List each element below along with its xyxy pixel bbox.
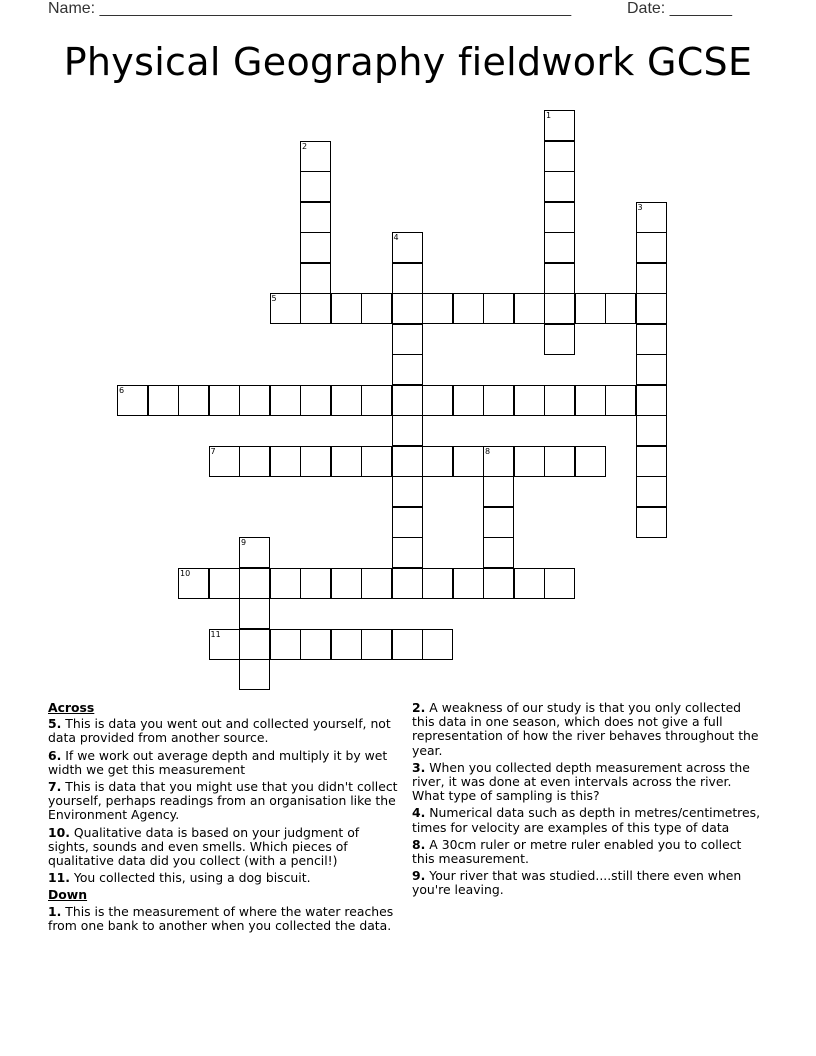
clue-number: 2 <box>302 141 308 151</box>
clue-number: 8 <box>485 446 491 456</box>
crossword-cell[interactable] <box>483 293 514 324</box>
down-heading: Down <box>48 887 88 903</box>
crossword-cell[interactable] <box>178 568 209 599</box>
crossword-cell[interactable] <box>361 568 392 599</box>
crossword-cell[interactable] <box>544 385 575 416</box>
clue-number: 4 <box>393 233 399 242</box>
clue-number: 3 <box>637 202 643 212</box>
crossword-cell[interactable] <box>148 385 179 416</box>
crossword-cell[interactable] <box>422 293 453 324</box>
crossword-cell[interactable] <box>392 415 423 446</box>
crossword-cell[interactable] <box>392 476 423 507</box>
crossword-cell[interactable] <box>636 385 667 416</box>
clues-left-column <box>48 701 398 936</box>
crossword-cell[interactable] <box>514 385 545 416</box>
crossword-cell[interactable] <box>483 476 514 507</box>
clue-number-label: 5. <box>48 716 62 732</box>
crossword-cell[interactable] <box>392 354 423 385</box>
crossword-cell[interactable] <box>544 110 575 141</box>
clue-item <box>48 871 398 885</box>
crossword-cell[interactable] <box>636 263 667 294</box>
across-heading: Across <box>48 700 95 715</box>
crossword-cell[interactable] <box>483 568 514 599</box>
clue-number: 5 <box>271 294 277 303</box>
clue-item <box>412 761 762 804</box>
clue-number: 9 <box>241 538 247 547</box>
crossword-cell[interactable] <box>300 385 331 416</box>
crossword-cell[interactable] <box>392 293 423 324</box>
crossword-cell[interactable] <box>544 263 575 294</box>
crossword-cell[interactable] <box>209 385 240 416</box>
crossword-cell[interactable] <box>300 232 331 263</box>
clue-text: Your river that was studied....still there even when you're leaving. <box>412 868 742 898</box>
crossword-cell[interactable] <box>544 446 575 477</box>
crossword-cell[interactable] <box>422 629 453 660</box>
crossword-cell[interactable] <box>392 232 423 263</box>
crossword-cell[interactable] <box>331 568 362 599</box>
crossword-cell[interactable] <box>392 507 423 538</box>
clue-item <box>48 749 398 777</box>
clue-number: 10 <box>180 568 191 578</box>
clue-text: A 30cm ruler or metre ruler enabled you to collect this measurement. <box>412 836 742 867</box>
clue-item <box>412 838 762 866</box>
clue-number-label: 1. <box>48 903 62 919</box>
crossword-cell[interactable] <box>239 598 270 629</box>
crossword-cell[interactable] <box>209 568 240 599</box>
clue-text: When you collected depth measurement across the river, it was done at even intervals across the river. What type of sampling is this? <box>412 759 750 804</box>
crossword-cell[interactable] <box>544 202 575 233</box>
crossword-cell[interactable] <box>361 446 392 477</box>
crossword-cell[interactable] <box>300 629 331 660</box>
crossword-cell[interactable] <box>392 324 423 355</box>
crossword-cell[interactable] <box>392 385 423 416</box>
crossword-cell[interactable] <box>300 263 331 294</box>
crossword-cell[interactable] <box>178 385 209 416</box>
clue-text: Qualitative data is based on your judgment of sights, sounds and even smells. Which pieces of qualitative data did you collect (with a pencil!) <box>48 824 360 869</box>
crossword-cell[interactable] <box>453 446 484 477</box>
crossword-cell[interactable] <box>483 385 514 416</box>
clue-text: This is the measurement of where the water reaches from one bank to another when you collected the data. <box>48 903 394 933</box>
crossword-cell[interactable] <box>117 385 148 416</box>
crossword-cell[interactable] <box>392 537 423 568</box>
crossword-cell[interactable] <box>239 446 270 477</box>
crossword-cell[interactable] <box>239 659 270 690</box>
clue-number-label: 2. <box>412 700 426 715</box>
crossword-cell[interactable] <box>239 537 270 568</box>
crossword-cell[interactable] <box>575 385 606 416</box>
crossword-cell[interactable] <box>270 446 301 477</box>
clue-number-label: 10. <box>48 824 70 840</box>
clue-item <box>48 826 398 869</box>
clue-number-label: 6. <box>48 747 62 763</box>
clue-text: This is data you went out and collected yourself, not data provided from another source. <box>48 716 391 746</box>
crossword-cell[interactable] <box>361 293 392 324</box>
clue-item <box>48 780 398 823</box>
crossword-cell[interactable] <box>209 446 240 477</box>
crossword-cell[interactable] <box>544 568 575 599</box>
crossword-cell[interactable] <box>636 232 667 263</box>
crossword-cell[interactable] <box>514 568 545 599</box>
crossword-cell[interactable] <box>453 293 484 324</box>
crossword-cell[interactable] <box>575 446 606 477</box>
crossword-cell[interactable] <box>636 446 667 477</box>
clue-text: Numerical data such as depth in metres/centimetres, times for velocity are examples of this type of data <box>412 805 761 835</box>
clue-number: 11 <box>210 629 221 639</box>
crossword-cell[interactable] <box>483 446 514 477</box>
crossword-cell[interactable] <box>636 293 667 324</box>
crossword-cell[interactable] <box>605 385 636 416</box>
clue-number: 6 <box>119 385 125 395</box>
crossword-cell[interactable] <box>331 385 362 416</box>
name-field-label: Name: _____________________________________________________ <box>48 0 572 17</box>
crossword-cell[interactable] <box>300 202 331 233</box>
crossword-cell[interactable] <box>636 354 667 385</box>
crossword-cell[interactable] <box>514 293 545 324</box>
crossword-cell[interactable] <box>331 446 362 477</box>
clue-number-label: 4. <box>412 805 426 821</box>
crossword-cell[interactable] <box>636 507 667 538</box>
page-title: Physical Geography fieldwork GCSE <box>63 40 753 84</box>
date-field-label: Date: _______ <box>627 0 732 17</box>
crossword-cell[interactable] <box>239 568 270 599</box>
crossword-cell[interactable] <box>453 568 484 599</box>
crossword-cell[interactable] <box>514 446 545 477</box>
crossword-cell[interactable] <box>636 415 667 446</box>
clue-number-label: 7. <box>48 779 62 795</box>
across-clue-list <box>48 717 398 885</box>
clue-item <box>48 717 398 745</box>
crossword-cell[interactable] <box>270 629 301 660</box>
crossword-cell[interactable] <box>483 537 514 568</box>
crossword-cell[interactable] <box>300 568 331 599</box>
clue-item <box>412 701 762 758</box>
clue-number-label: 11. <box>48 870 70 886</box>
crossword-cell[interactable] <box>300 171 331 202</box>
crossword-cell[interactable] <box>392 263 423 294</box>
clue-number-label: 3. <box>412 759 426 775</box>
crossword-cell[interactable] <box>300 293 331 324</box>
crossword-cell[interactable] <box>422 385 453 416</box>
crossword-cell[interactable] <box>636 202 667 233</box>
crossword-cell[interactable] <box>575 293 606 324</box>
crossword-cell[interactable] <box>300 446 331 477</box>
crossword-cell[interactable] <box>453 385 484 416</box>
crossword-cell[interactable] <box>544 141 575 172</box>
clue-number-label: 8. <box>412 836 426 852</box>
crossword-cell[interactable] <box>239 629 270 660</box>
crossword-cell[interactable] <box>422 446 453 477</box>
clue-number-label: 9. <box>412 868 426 884</box>
crossword-cell[interactable] <box>636 324 667 355</box>
clue-text: This is data that you might use that you didn't collect yourself, perhaps readings from an organisation like the Environment Agency. <box>48 779 398 823</box>
clues-right-column <box>412 701 762 901</box>
crossword-cell[interactable] <box>331 293 362 324</box>
crossword-cell[interactable] <box>483 507 514 538</box>
clue-item <box>412 806 762 834</box>
crossword-cell[interactable] <box>605 293 636 324</box>
clue-text: A weakness of our study is that you only collected this data in one season, which does not give a full representation of how the river behaves throughout the year. <box>412 700 759 758</box>
crossword-cell[interactable] <box>270 293 301 324</box>
crossword-cell[interactable] <box>392 446 423 477</box>
clue-item <box>412 869 762 897</box>
crossword-cell[interactable] <box>361 629 392 660</box>
clue-text: You collected this, using a dog biscuit. <box>69 870 311 886</box>
down-clue-list <box>48 905 398 933</box>
crossword-cell[interactable] <box>544 232 575 263</box>
crossword-cell[interactable] <box>636 476 667 507</box>
crossword-cell[interactable] <box>239 385 270 416</box>
crossword-cell[interactable] <box>392 629 423 660</box>
crossword-cell[interactable] <box>361 385 392 416</box>
crossword-cell[interactable] <box>331 629 362 660</box>
crossword-cell[interactable] <box>209 629 240 660</box>
clue-number: 7 <box>210 446 216 456</box>
clue-item <box>48 905 398 933</box>
crossword-cell[interactable] <box>392 568 423 599</box>
crossword-cell[interactable] <box>422 568 453 599</box>
crossword-cell[interactable] <box>270 385 301 416</box>
crossword-cell[interactable] <box>544 293 575 324</box>
down-clue-list-continued <box>412 701 762 898</box>
crossword-cell[interactable] <box>300 141 331 172</box>
crossword-cell[interactable] <box>544 324 575 355</box>
crossword-cell[interactable] <box>544 171 575 202</box>
crossword-cell[interactable] <box>270 568 301 599</box>
clue-text: If we work out average depth and multiply it by wet width we get this measurement <box>48 747 388 777</box>
clue-number: 1 <box>546 111 552 120</box>
